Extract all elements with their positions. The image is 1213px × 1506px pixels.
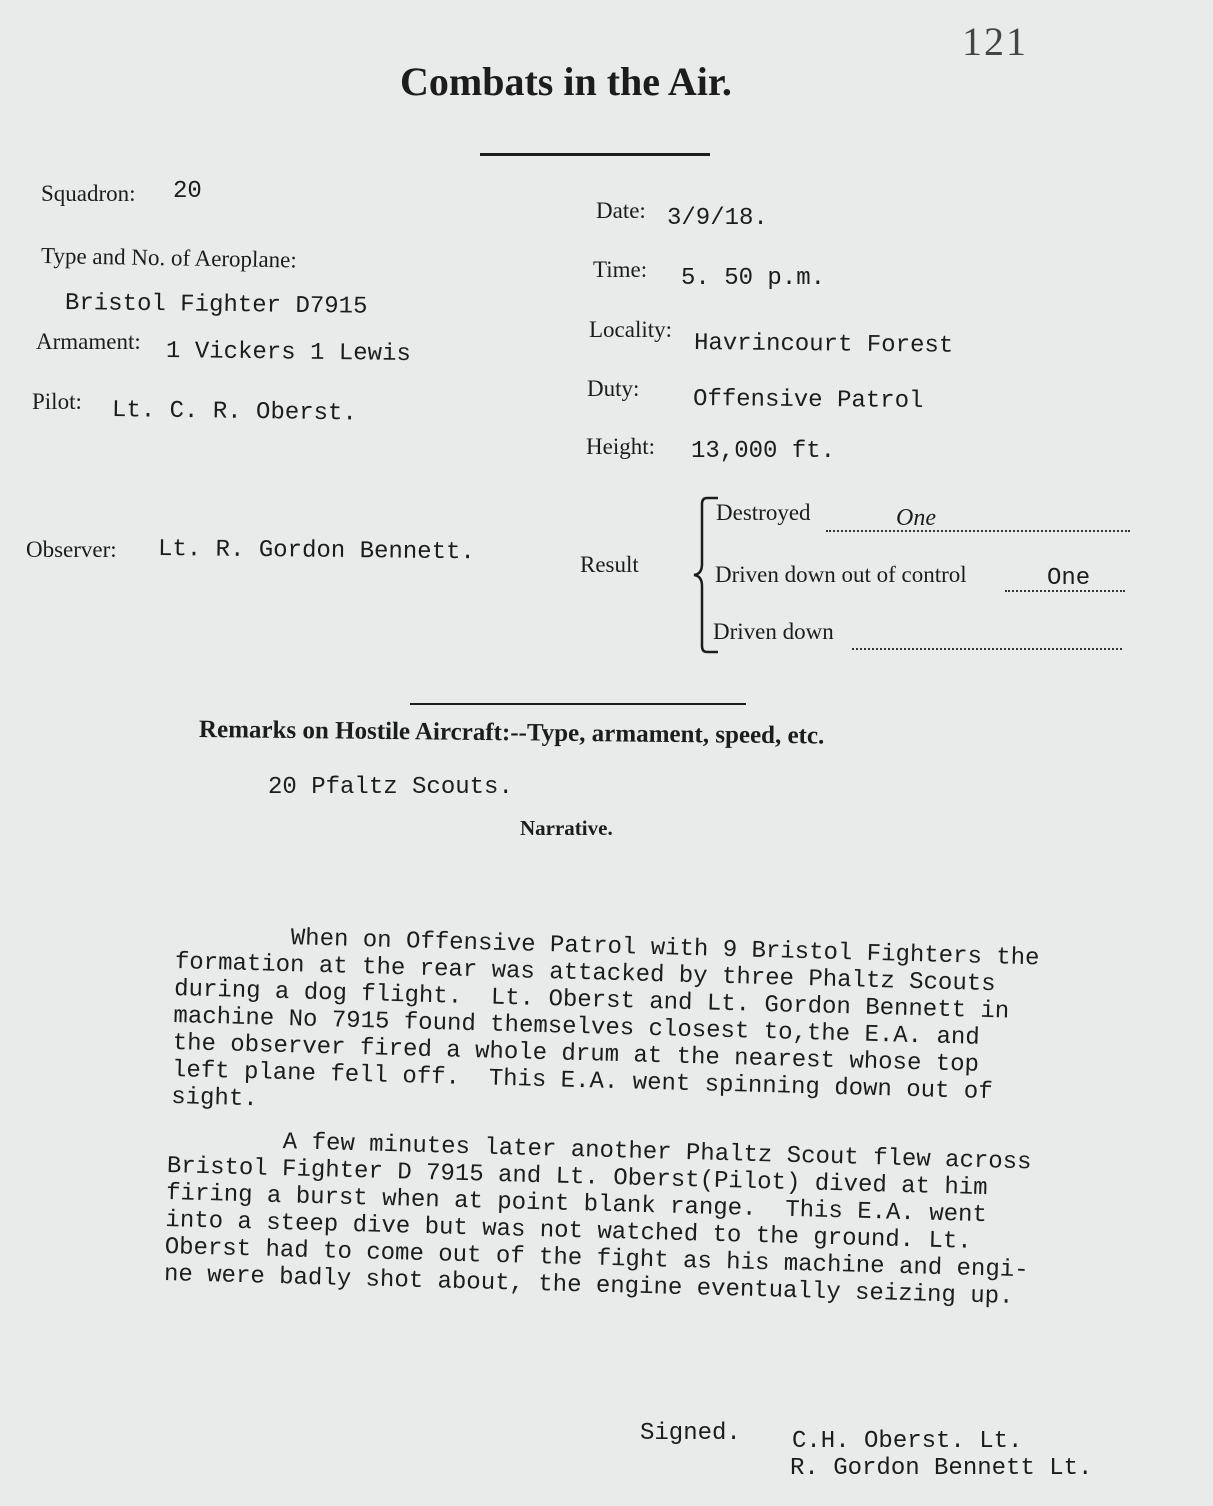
pilot-value: Lt. C. R. Oberst. — [111, 397, 358, 428]
narrative-paragraph-1: When on Offensive Patrol with 9 Bristol Fighters the formation at the rear was attacked by three Phaltz Scouts during a dog flight. Lt. Oberst and Lt. Gordon Bennett in machine No 7915 found themselves closest to,the E.A. and the observer fired a whole drum at the nearest whose top left plane fell off. This E.A. went spinning down out of sight. — [170, 922, 1040, 1114]
date-label: Date: — [596, 198, 646, 223]
observer-value: Lt. R. Gordon Bennett. — [157, 536, 475, 567]
driven-down-dotted-line — [852, 648, 1122, 650]
signature-line-2: R. Gordon Bennett Lt. — [790, 1455, 1093, 1482]
locality-value: Havrincourt Forest — [693, 330, 954, 360]
pilot-label: Pilot: — [32, 389, 82, 414]
aeroplane-type-label: Type and No. of Aeroplane: — [40, 243, 297, 273]
remarks-heading: Remarks on Hostile Aircraft:--Type, armament, speed, etc. — [198, 716, 825, 750]
signature-line-1: C.H. Oberst. Lt. — [792, 1428, 1023, 1455]
signed-label: Signed. — [640, 1420, 741, 1447]
locality-label: Locality: — [589, 317, 673, 342]
title-divider — [480, 153, 710, 156]
out-of-control-label: Driven down out of control — [715, 562, 967, 587]
date-value: 3/9/18. — [667, 205, 768, 232]
duty-label: Duty: — [587, 376, 640, 401]
destroyed-label: Destroyed — [716, 500, 811, 525]
remarks-value: 20 Pfaltz Scouts. — [268, 774, 513, 801]
height-label: Height: — [586, 434, 655, 459]
time-value: 5. 50 p.m. — [681, 265, 826, 292]
observer-label: Observer: — [26, 537, 117, 562]
narrative-paragraph-2: A few minutes later another Phaltz Scout flew across Bristol Fighter D 7915 and Lt. Oberst(Pilot) dived at him firing a burst when at point blank range. This E.A. went into a steep dive but was not watched to the ground. Lt. Oberst had to come out of the fight as his machine and engi- ne were badly shot about, the engine eventually seizing up. — [163, 1126, 1032, 1311]
duty-value: Offensive Patrol — [692, 386, 924, 416]
destroyed-dotted-line — [826, 530, 1130, 532]
squadron-value: 20 — [173, 178, 202, 205]
squadron-label: Squadron: — [41, 181, 136, 206]
out-of-control-value: One — [1047, 565, 1091, 592]
section-divider — [410, 703, 746, 705]
time-label: Time: — [593, 257, 648, 282]
aeroplane-type-value: Bristol Fighter D7915 — [64, 290, 368, 321]
page-title: Combats in the Air. — [400, 59, 732, 104]
height-value: 13,000 ft. — [691, 438, 836, 465]
result-label: Result — [580, 552, 639, 577]
narrative-heading: Narrative. — [520, 816, 613, 840]
armament-label: Armament: — [36, 329, 141, 354]
destroyed-value: One — [896, 505, 936, 531]
driven-down-label: Driven down — [713, 619, 834, 644]
armament-value: 1 Vickers 1 Lewis — [165, 338, 411, 368]
page-number: 121 — [962, 19, 1028, 64]
